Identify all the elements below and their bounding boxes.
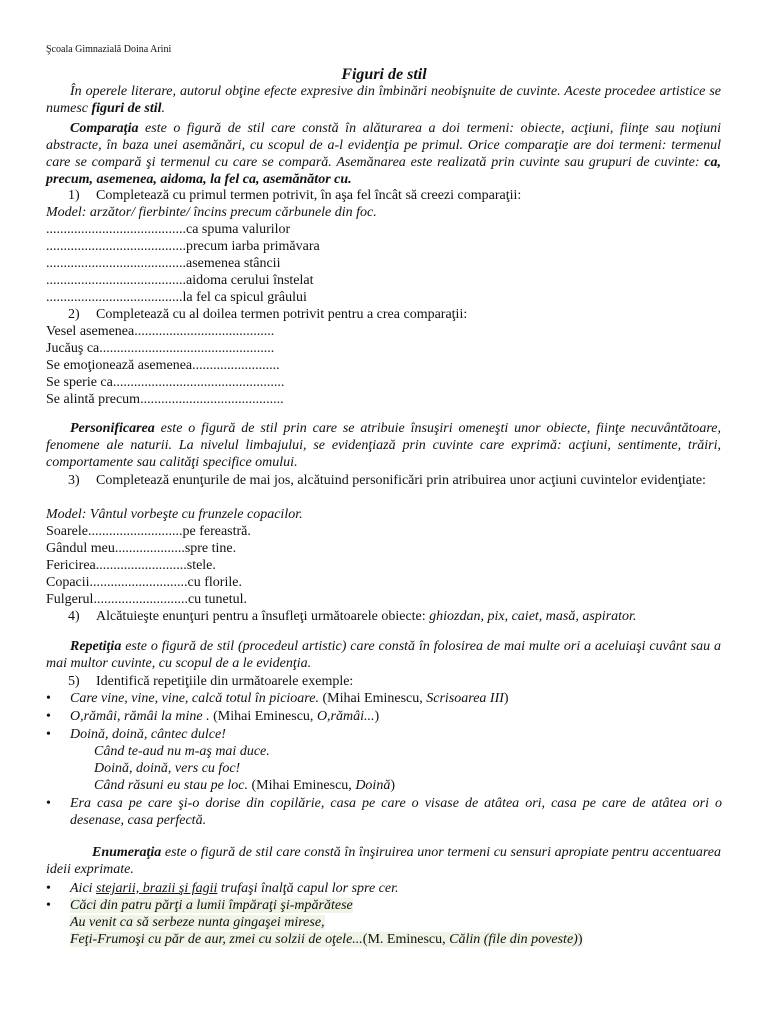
example-text: trufaşi înalţă capul lor spre cer. — [217, 881, 399, 896]
poem-line: Căci din patru părţi a lumii împăraţi şi-mpărătese — [70, 898, 353, 913]
comparatia-term: Comparaţia — [70, 121, 139, 136]
personificarea-def-text: este o figură de stil prin care se atribuie însuşiri omeneşti unor obiecte, fiinţe necuvântătoare, fenomene ale naturii. La nivelul limbajului, se evidenţiază prin cuvinte care exprimă: acţiuni, sentimente, trăiri, comportamente sau calităţi specifice omului. — [46, 421, 721, 470]
example-item — [46, 897, 722, 914]
poem-line-text: Au venit ca să serbeze nunta gingaşei mirese, — [70, 915, 325, 930]
intro-text: În operele literare, autorul obţine efecte expresive din îmbinări neobişnuite de cuvinte. Aceste procedee artistice se numesc — [46, 84, 721, 116]
exercise-text: Completează cu primul termen potrivit, în aşa fel încât să creezi comparaţii: — [96, 188, 522, 203]
fill-line: Gândul meu....................spre tine. — [46, 541, 237, 556]
bullet-icon: • — [46, 727, 51, 742]
example-work: O,rămâi... — [316, 709, 375, 724]
enumeratia-def-text: este o figură de stil care constă în înşiruirea unor termeni cu sensuri apropiate pentru accentuarea ideii exprimate. — [46, 845, 721, 877]
fill-line: Copacii............................cu florile. — [46, 575, 242, 590]
intro-end: . — [161, 100, 166, 116]
fill-line: ........................................ca spuma valurilor — [46, 222, 291, 237]
exercise-objects: ghiozdan, pix, caiet, masă, aspirator. — [429, 609, 637, 624]
exercise-number: 5) — [68, 674, 80, 689]
exercise-2 — [68, 306, 467, 323]
intro-term: figuri de stil — [91, 100, 162, 116]
example-source: (Mihai Eminescu, — [318, 691, 427, 706]
example-quote: Care vine, vine, vine, calcă totul în picioare. — [70, 691, 319, 706]
fill-line: Jucăuş ca.................................................. — [46, 341, 275, 356]
enumeratia-definition — [46, 845, 721, 879]
fill-line: Fericirea..........................stele. — [46, 558, 216, 573]
intro-paragraph — [46, 84, 721, 118]
fill-line: ........................................aidoma cerului înstelat — [46, 273, 314, 288]
example-work: Doină — [355, 778, 391, 793]
fill-line: Se emoţionează asemenea......................... — [46, 358, 280, 373]
model-3: Model: Vântul vorbeşte cu frunzele copacilor. — [46, 507, 303, 522]
model-1: Model: arzător/ fierbinte/ încins precum cărbunele din foc. — [46, 205, 377, 220]
poem-line: Doină, doină, cântec dulce! — [70, 727, 226, 742]
personificarea-term: Personificarea — [70, 421, 155, 436]
fill-line: ........................................asemenea stâncii — [46, 256, 281, 271]
comparatia-definition — [46, 121, 721, 189]
bullet-icon: • — [46, 709, 51, 724]
example-item — [46, 795, 722, 829]
fill-line: Se alintă precum......................................... — [46, 392, 284, 407]
exercise-text: Completează enunţurile de mai jos, alcătuind personificări prin atribuirea unor acţiuni cuvintelor evidenţiate: — [96, 473, 706, 488]
comparatia-def-text: este o figură de stil care constă în alăturarea a doi termeni: obiecte, acţiuni, fiinţe sau noţiuni abstracte, în baza unei asemănări, cu scopul de a-l evidenţia pe primul. Orice comparaţie are doi termeni: termenul care se compară şi termenul cu care se compară. Asemănarea este realizată prin cuvinte sau grupuri de cuvinte: — [46, 121, 721, 170]
example-source: (Mihai Eminescu, — [209, 709, 317, 724]
repetitia-term: Repetiţia — [70, 639, 122, 654]
example-source: (Mihai Eminescu, — [248, 778, 356, 793]
fill-line: Soarele...........................pe fereastră. — [46, 524, 251, 539]
poem-line-with-source — [94, 777, 395, 794]
poem-line: Doină, doină, vers cu foc! — [94, 761, 241, 776]
exercise-text: Completează cu al doilea termen potrivit pentru a crea comparaţii: — [96, 307, 468, 322]
exercise-number: 3) — [68, 473, 80, 488]
example-close: ) — [374, 709, 380, 724]
poem-line-text: Feţi-Frumoşi cu păr de aur, zmei cu solzii de oţele... — [70, 932, 363, 947]
example-close: ) — [390, 778, 395, 793]
example-close: ) — [503, 691, 509, 706]
fill-line: .......................................la fel ca spicul grâului — [46, 290, 307, 305]
enumeratia-term: Enumeraţia — [92, 845, 162, 860]
poem-line-with-source — [70, 931, 583, 948]
exercise-3 — [68, 472, 721, 489]
example-quote: Era casa pe care şi-o dorise din copilărie, casa pe care o visase de atâtea ori, casa pe care de atâtea ori o desenase, casa perfectă. — [70, 796, 722, 828]
fill-line: ........................................precum iarba primăvara — [46, 239, 320, 254]
exercise-1 — [68, 187, 521, 204]
exercise-text: Alcătuieşte enunţuri pentru a însufleţi următoarele obiecte: — [96, 609, 430, 624]
example-item — [46, 708, 722, 725]
bullet-icon: • — [46, 796, 51, 811]
example-item — [46, 690, 722, 707]
poem-line: Când răsuni eu stau pe loc. — [94, 778, 248, 793]
comparatia-connectors: ca, precum, asemenea, aidoma, la fel ca, asemănător cu. — [46, 154, 721, 187]
exercise-number: 1) — [68, 188, 80, 203]
exercise-number: 2) — [68, 307, 80, 322]
example-item — [46, 726, 722, 743]
example-work: Scrisoarea III — [426, 691, 504, 706]
exercise-text: Identifică repetiţiile din următoarele exemple: — [96, 674, 354, 689]
exercise-4 — [68, 608, 636, 625]
repetitia-def-text: este o figură de stil (procedeul artistic) care constă în folosirea de mai multe ori a aceluiaşi cuvânt sau a mai multor cuvinte, cu scopul de a le evidenţia. — [46, 639, 721, 671]
fill-line: Fulgerul...........................cu tunetul. — [46, 592, 248, 607]
exercise-number: 4) — [68, 609, 80, 624]
example-item — [46, 880, 722, 897]
bullet-icon: • — [46, 881, 51, 896]
page-title: Figuri de stil — [341, 66, 427, 83]
example-underlined: stejarii, brazii şi fagii — [96, 881, 218, 896]
fill-line: Se sperie ca................................................. — [46, 375, 285, 390]
example-work: Călin (file din poveste) — [449, 932, 578, 947]
example-quote: O,rămâi, rămâi la mine . — [70, 709, 210, 724]
exercise-5 — [68, 673, 353, 690]
example-text: Aici — [70, 881, 97, 896]
example-close: ) — [577, 932, 583, 947]
example-source: (M. Eminescu, — [362, 932, 450, 947]
fill-line: Vesel asemenea........................................ — [46, 324, 275, 339]
bullet-icon: • — [46, 691, 51, 706]
school-header: Şcoala Gimnazială Doina Arini — [46, 44, 172, 55]
repetitia-definition — [46, 639, 721, 673]
bullet-icon: • — [46, 898, 51, 913]
poem-line: Când te-aud nu m-aş mai duce. — [94, 744, 270, 759]
personificarea-definition — [46, 421, 721, 472]
poem-line — [70, 914, 325, 931]
